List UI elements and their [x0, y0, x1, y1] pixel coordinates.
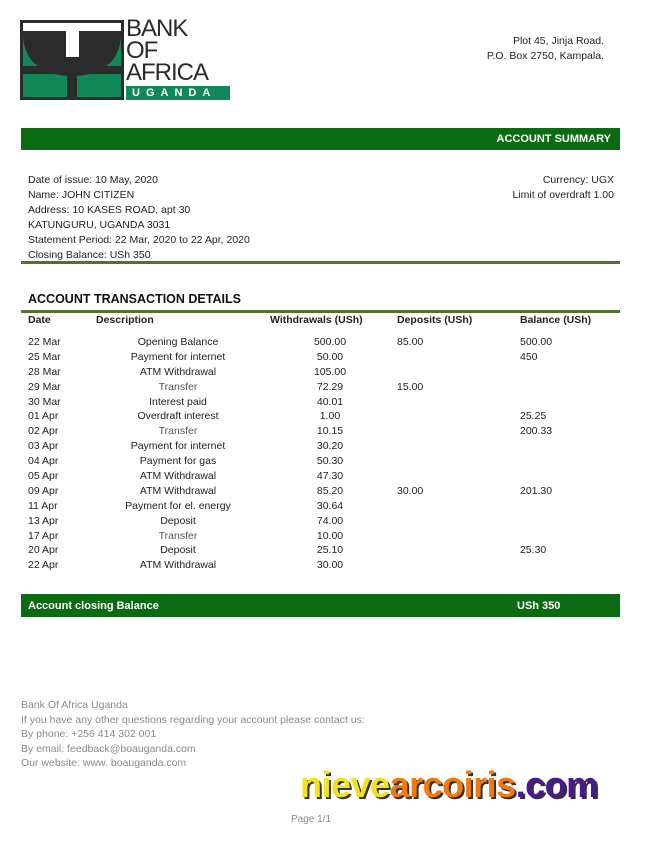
cell-withdrawal: 30.64	[316, 499, 344, 512]
cell-description: Interest paid	[149, 395, 207, 408]
closing-balance-summary: Closing Balance: USh 350	[28, 249, 151, 261]
cell-withdrawal: 500.00	[313, 336, 347, 348]
contact-footer	[21, 698, 365, 771]
cell-description: ATM Withdrawal	[139, 484, 217, 497]
table-row	[0, 515, 650, 530]
cell-date: 20 Apr	[28, 544, 59, 557]
bank-logo	[20, 15, 232, 100]
cell-deposit: 15.00	[397, 380, 424, 393]
table-row	[0, 396, 650, 411]
cell-date: 17 Apr	[28, 529, 59, 542]
cell-withdrawal: 50.30	[316, 455, 344, 468]
bank-address	[487, 34, 604, 64]
cell-withdrawal: 25.10	[316, 544, 344, 557]
cell-balance: 201.30	[520, 484, 553, 497]
table-row	[0, 530, 650, 545]
watermark-part-2: arcoiris	[389, 764, 516, 805]
account-info	[28, 173, 250, 263]
bank-logo-wordmark	[126, 15, 232, 100]
cell-withdrawal: 1.00	[319, 410, 341, 423]
account-summary-bar	[21, 128, 620, 150]
account-meta	[512, 173, 614, 203]
cell-date: 11 Apr	[28, 499, 58, 512]
cell-date: 30 Mar	[28, 395, 61, 408]
cell-balance: 450	[520, 350, 538, 363]
cell-withdrawal: 10.00	[316, 529, 344, 542]
cell-date: 03 Apr	[28, 440, 59, 453]
customer-address-2: KATUNGURU, UGANDA 3031	[28, 219, 171, 231]
cell-balance: 200.33	[520, 425, 553, 438]
cell-deposit: 85.00	[397, 336, 424, 348]
cell-date: 09 Apr	[28, 484, 59, 497]
cell-description: ATM Withdrawal	[139, 365, 217, 378]
cell-balance: 25.30	[520, 544, 547, 557]
header-balance: Balance (USh)	[520, 314, 592, 326]
header-description: Description	[96, 314, 154, 326]
cell-description: Overdraft interest	[137, 410, 219, 423]
table-row	[0, 500, 650, 515]
customer-name: Name: JOHN CITIZEN	[28, 189, 135, 201]
cell-date: 25 Mar	[28, 350, 61, 363]
cell-date: 28 Mar	[28, 365, 61, 378]
cell-withdrawal: 40.01	[316, 395, 344, 408]
cell-withdrawal: 30.20	[316, 440, 344, 453]
cell-description: Transfer	[158, 425, 198, 438]
cell-date: 04 Apr	[28, 455, 59, 468]
logo-line-of: OF	[126, 37, 158, 64]
table-row	[0, 455, 650, 470]
cell-description: Payment for internet	[130, 350, 226, 363]
table-row	[0, 544, 650, 559]
divider	[21, 261, 620, 264]
cell-date: 02 Apr	[28, 425, 59, 438]
footer-email: By email: feedback@boauganda.com	[21, 742, 196, 755]
header-withdrawals: Withdrawals (USh)	[270, 314, 363, 326]
closing-balance-label: Account closing Balance	[28, 600, 159, 612]
cell-date: 29 Mar	[28, 380, 61, 393]
table-row	[0, 470, 650, 485]
watermark-part-3: .com	[515, 764, 598, 805]
cell-withdrawal: 10.15	[316, 425, 344, 438]
cell-balance: 500.00	[520, 336, 553, 348]
date-of-issue: Date of issue: 10 May, 2020	[28, 174, 158, 186]
header-deposits: Deposits (USh)	[397, 314, 473, 326]
cell-description: ATM Withdrawal	[139, 559, 217, 572]
currency: Currency: UGX	[542, 174, 614, 186]
cell-deposit: 30.00	[397, 484, 424, 497]
customer-address-1: Address: 10 KASES ROAD, apt 30	[28, 204, 191, 216]
cell-date: 22 Mar	[28, 336, 61, 348]
cell-description: Transfer	[158, 380, 198, 393]
footer-website: Our website: www. boauganda.com	[21, 757, 187, 769]
cell-date: 22 Apr	[28, 559, 59, 572]
cell-description: Payment for internet	[130, 440, 226, 453]
table-row	[0, 410, 650, 425]
table-row	[0, 559, 650, 574]
account-summary-title: ACCOUNT SUMMARY	[496, 133, 611, 145]
cell-withdrawal: 50.00	[316, 350, 344, 363]
table-row	[0, 440, 650, 455]
closing-balance-bar	[21, 594, 620, 617]
cell-withdrawal: 85.20	[316, 484, 344, 497]
header-date: Date	[28, 314, 51, 326]
closing-balance-value: USh 350	[517, 600, 561, 612]
cell-withdrawal: 47.30	[316, 470, 344, 483]
watermark-part-1: nieve	[300, 764, 390, 805]
cell-date: 01 Apr	[28, 410, 59, 423]
transactions-table-body	[0, 336, 650, 574]
footer-phone: By phone: +256 414 302 001	[21, 728, 157, 740]
cell-withdrawal: 30.00	[316, 559, 344, 572]
cell-withdrawal: 74.00	[316, 514, 344, 527]
table-row	[0, 425, 650, 440]
cell-balance: 25.25	[520, 410, 547, 423]
logo-sub-uganda: UGANDA	[126, 86, 230, 100]
page-number: Page 1/1	[291, 814, 332, 825]
divider	[21, 310, 620, 313]
address-line-2: P.O. Box 2750, Kampala.	[486, 50, 604, 62]
cell-date: 13 Apr	[28, 514, 59, 527]
cell-description: Transfer	[158, 529, 198, 542]
cell-description: ATM Withdrawal	[139, 470, 217, 483]
cell-date: 05 Apr	[28, 470, 59, 483]
cell-description: Payment for gas	[139, 455, 217, 468]
cell-description: Payment for el. energy	[125, 499, 231, 512]
footer-questions: If you have any other questions regarding your account please contact us:	[21, 713, 365, 726]
bank-logo-mark-icon	[20, 20, 124, 100]
address-line-1: Plot 45, Jinja Road.	[512, 35, 604, 47]
table-row	[0, 336, 650, 351]
cell-description: Opening Balance	[137, 336, 219, 348]
cell-withdrawal: 105.00	[313, 365, 347, 378]
cell-description: Deposit	[160, 514, 196, 527]
table-row	[0, 485, 650, 500]
table-row	[0, 366, 650, 381]
logo-line-bank: BANK	[126, 15, 188, 42]
footer-bank-name: Bank Of Africa Uganda	[21, 699, 128, 711]
statement-period: Statement Period: 22 Mar, 2020 to 22 Apr, 2020	[28, 234, 250, 246]
transactions-title: ACCOUNT TRANSACTION DETAILS	[28, 292, 241, 306]
cell-withdrawal: 72.29	[316, 380, 344, 393]
watermark	[300, 764, 598, 806]
logo-line-africa: AFRICA	[126, 59, 209, 86]
overdraft-limit: Limit of overdraft 1.00	[512, 189, 614, 201]
table-row	[0, 351, 650, 366]
table-row	[0, 381, 650, 396]
cell-description: Deposit	[160, 544, 196, 557]
